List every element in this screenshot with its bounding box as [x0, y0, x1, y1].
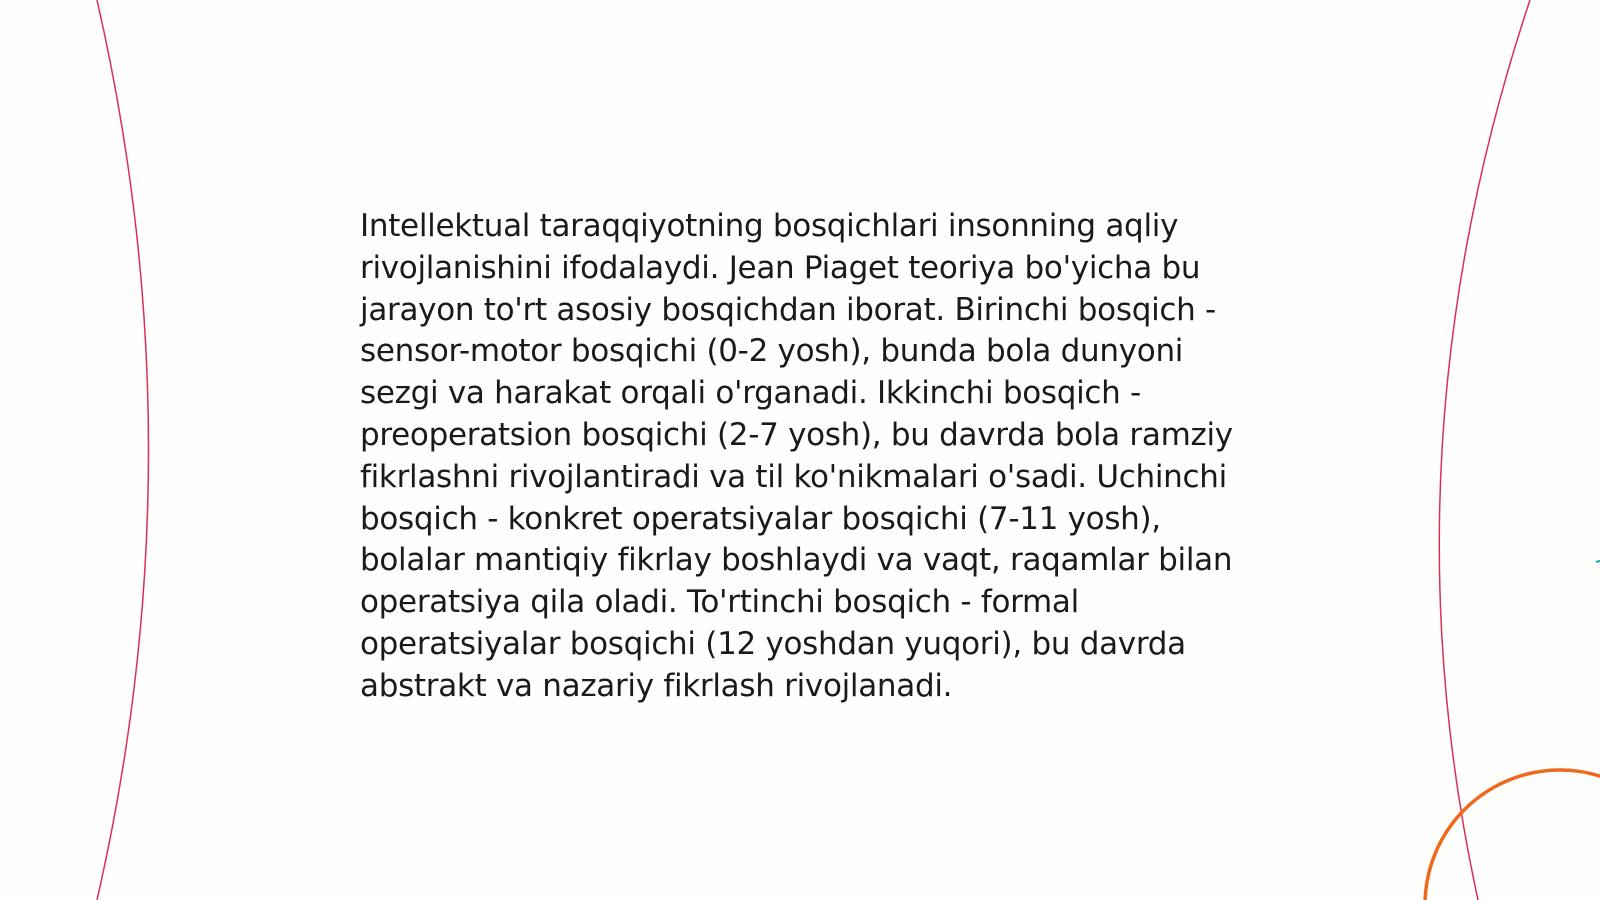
left-arc-line — [97, 0, 149, 900]
orange-circle-outline — [1425, 770, 1600, 900]
teal-accent-mark — [1596, 561, 1600, 562]
slide-body-text: Intellektual taraqqiyotning bosqichlari insonning aqliy rivojlanishini ifodalaydi. Jean Piaget teoriya bo'yicha bu jarayon to'rt asosiy bosqichdan iborat. Birinchi bosqich - sensor-motor bosqichi (0-2 yosh), bunda bola dunyoni sezgi va harakat orqali o'rganadi. Ikkinchi bosqich - preoperatsion bosqichi (2-7 yosh), bu davrda bola ramziy fikrlashni rivojlantiradi va til ko'nikmalari o'sadi. Uchinchi bosqich - konkret operatsiyalar bosqichi (7-11 yosh), bolalar mantiqiy fikrlay boshlaydi va vaqt, raqamlar bilan operatsiya qila oladi. To'rtinchi bosqich - formal operatsiyalar bosqichi (12 yoshdan yuqori), bu davrda abstrakt va nazariy fikrlash rivojlanadi. — [360, 208, 1233, 704]
right-arc-line — [1439, 0, 1530, 900]
